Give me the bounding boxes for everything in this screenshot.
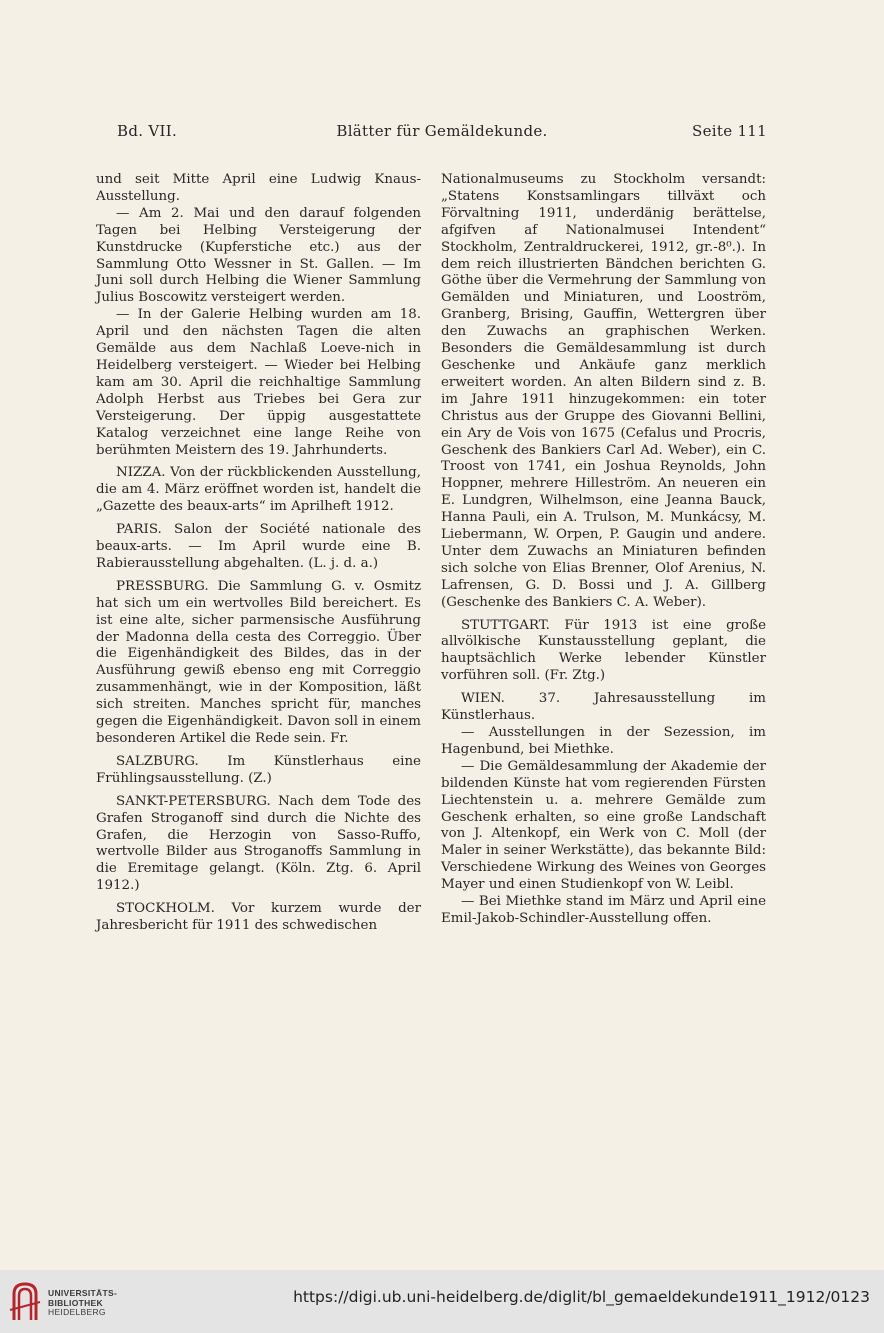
- volume-label: Bd. VII.: [117, 122, 178, 140]
- paragraph: — Die Gemäldesammlung der Akademie der bildenden Künste hat vom regierenden Fürsten Liechtenstein u. a. mehrere Gemälde zum Geschenk erhalten, so eine große Landschaft von J. Altenkopf, ein Werk von C. Moll (der Maler in seiner Werkstätte), das bekannte Bild: Verschiedene Wirkung des Weines von Georges Mayer und einen Studienkopf von W. Leibl.: [441, 758, 766, 893]
- paragraph: Nationalmuseums zu Stockholm versandt: „Statens Konstsamlingars tillväxt och Förvaltning 1911, underdänig berättelse, afgifven af Nationalmusei Intendent“ Stockholm, Zentraldruckerei, 1912, gr.-8⁰.). In dem reich illustrierten Bändchen berichten G. Göthe über die Vermehrung der Sammlung von Gemälden und Miniaturen, und Looström, Granberg, Brising, Gauffin, Wettergren über den Zuwachs an graphischen Werken. Besonders die Gemäldesammlung ist durch Geschenke und Ankäufe ganz merklich erweitert worden. An alten Bildern sind z. B. im Jahre 1911 hinzugekommen: ein toter Christus aus der Gruppe des Giovanni Bellini, ein Ary de Vois von 1675 (Cefalus und Procris, Geschenk des Bankiers Carl Ad. Weber), ein C. Troost von 1741, ein Joshua Reynolds, John Hoppner, mehrere Hilleström. An neueren ein E. Lundgren, Wilhelmson, eine Jeanna Bauck, Hanna Pauli, ein A. Trulson, M. Munkácsy, M. Liebermann, W. Orpen, P. Gaugin und andere. Unter dem Zuwachs an Miniaturen befinden sich solche von Elias Brenner, Olof Arenius, N. Lafrensen, G. D. Bossi und J. A. Gillberg (Geschenke des Bankiers C. A. Weber).: [441, 172, 766, 610]
- journal-title: Blätter für Gemäldekunde.: [336, 122, 548, 140]
- paragraph: und seit Mitte April eine Ludwig Knaus-Ausstellung.: [96, 172, 421, 204]
- paragraph-nizza: NIZZA. Von der rückblickenden Ausstellung, die am 4. März eröffnet worden ist, handelt die „Gazette des beaux-arts“ im Aprilheft 1912.: [96, 465, 421, 515]
- footer-bar: [0, 1270, 884, 1333]
- logo-line-1: UNIVERSITÄTS-: [48, 1288, 118, 1298]
- paragraph-stuttgart: STUTTGART. Für 1913 ist eine große allvölkische Kunstausstellung geplant, die hauptsächlich Werke lebender Künstler vorführen soll. (Fr. Ztg.): [441, 617, 766, 684]
- paragraph-pressburg: PRESSBURG. Die Sammlung G. v. Osmitz hat sich um ein wertvolles Bild bereichert. Es ist eine alte, sicher parmensische Ausführung der Madonna della cesta des Correggio. Über die Eigenhändigkeit des Bildes, das in der Ausführung gewiß ebenso eng mit Correggio zusammenhängt, wie in der Komposition, läßt sich streiten. Manches spricht für, manches gegen die Eigenhändigkeit. Davon soll in einem besonderen Artikel die Rede sein. Fr.: [96, 578, 421, 746]
- paragraph-wien: WIEN. 37. Jahresausstellung im Künstlerhaus.: [441, 691, 766, 724]
- library-name: [48, 1289, 117, 1318]
- paragraph-stockholm: STOCKHOLM. Vor kurzem wurde der Jahresbericht für 1911 des schwedischen: [96, 901, 421, 934]
- paragraph-salzburg: SALZBURG. Im Künstlerhaus eine Frühlingsausstellung. (Z.): [96, 753, 421, 786]
- paragraph-paris: PARIS. Salon der Société nationale des beaux-arts. — Im April wurde eine B. Rabierausstellung abgehalten. (L. j. d. a.): [96, 522, 421, 571]
- left-column: [96, 172, 421, 935]
- right-column: [441, 172, 766, 928]
- paragraph: — Ausstellungen in der Sezession, im Hagenbund, bei Miethke.: [441, 725, 766, 757]
- paragraph: — In der Galerie Helbing wurden am 18. April und den nächsten Tagen die alten Gemälde aus dem Nachlaß Loeve-nich in Heidelberg versteigert. — Wieder bei Helbing kam am 30. April die reichhaltige Sammlung Adolph Herbst aus Triebes bei Gera zur Versteigerung. Der üppig ausgestattete Katalog verzeichnet eine lange Reihe von berühmten Meistern des 19. Jahrhunderts.: [96, 307, 421, 458]
- page-number: Seite 111: [692, 122, 767, 140]
- paragraph: — Bei Miethke stand im März und April eine Emil-Jakob-Schindler-Ausstellung offen.: [441, 894, 766, 926]
- logo-line-2: BIBLIOTHEK: [48, 1297, 103, 1308]
- library-seal-icon: [8, 1280, 42, 1322]
- library-logo[interactable]: [8, 1278, 158, 1324]
- paragraph: — Am 2. Mai und den darauf folgenden Tagen bei Helbing Versteigerung der Kunstdrucke (Kupferstiche etc.) aus der Sammlung Otto Wessner in St. Gallen. — Im Juni soll durch Helbing die Wiener Sammlung Julius Boscowitz versteigert werden.: [96, 205, 421, 306]
- paragraph-sankt-petersburg: SANKT-PETERSBURG. Nach dem Tode des Grafen Stroganoff sind durch die Nichte des Grafen, die Herzogin von Sasso-Ruffo, wertvolle Bilder aus Stroganoffs Sammlung in die Eremitage gelangt. (Köln. Ztg. 6. April 1912.): [96, 793, 421, 894]
- permalink-url[interactable]: https://digi.ub.uni-heidelberg.de/diglit/bl_gemaeldekunde1911_1912/0123: [293, 1288, 870, 1306]
- logo-line-3: HEIDELBERG: [48, 1307, 106, 1317]
